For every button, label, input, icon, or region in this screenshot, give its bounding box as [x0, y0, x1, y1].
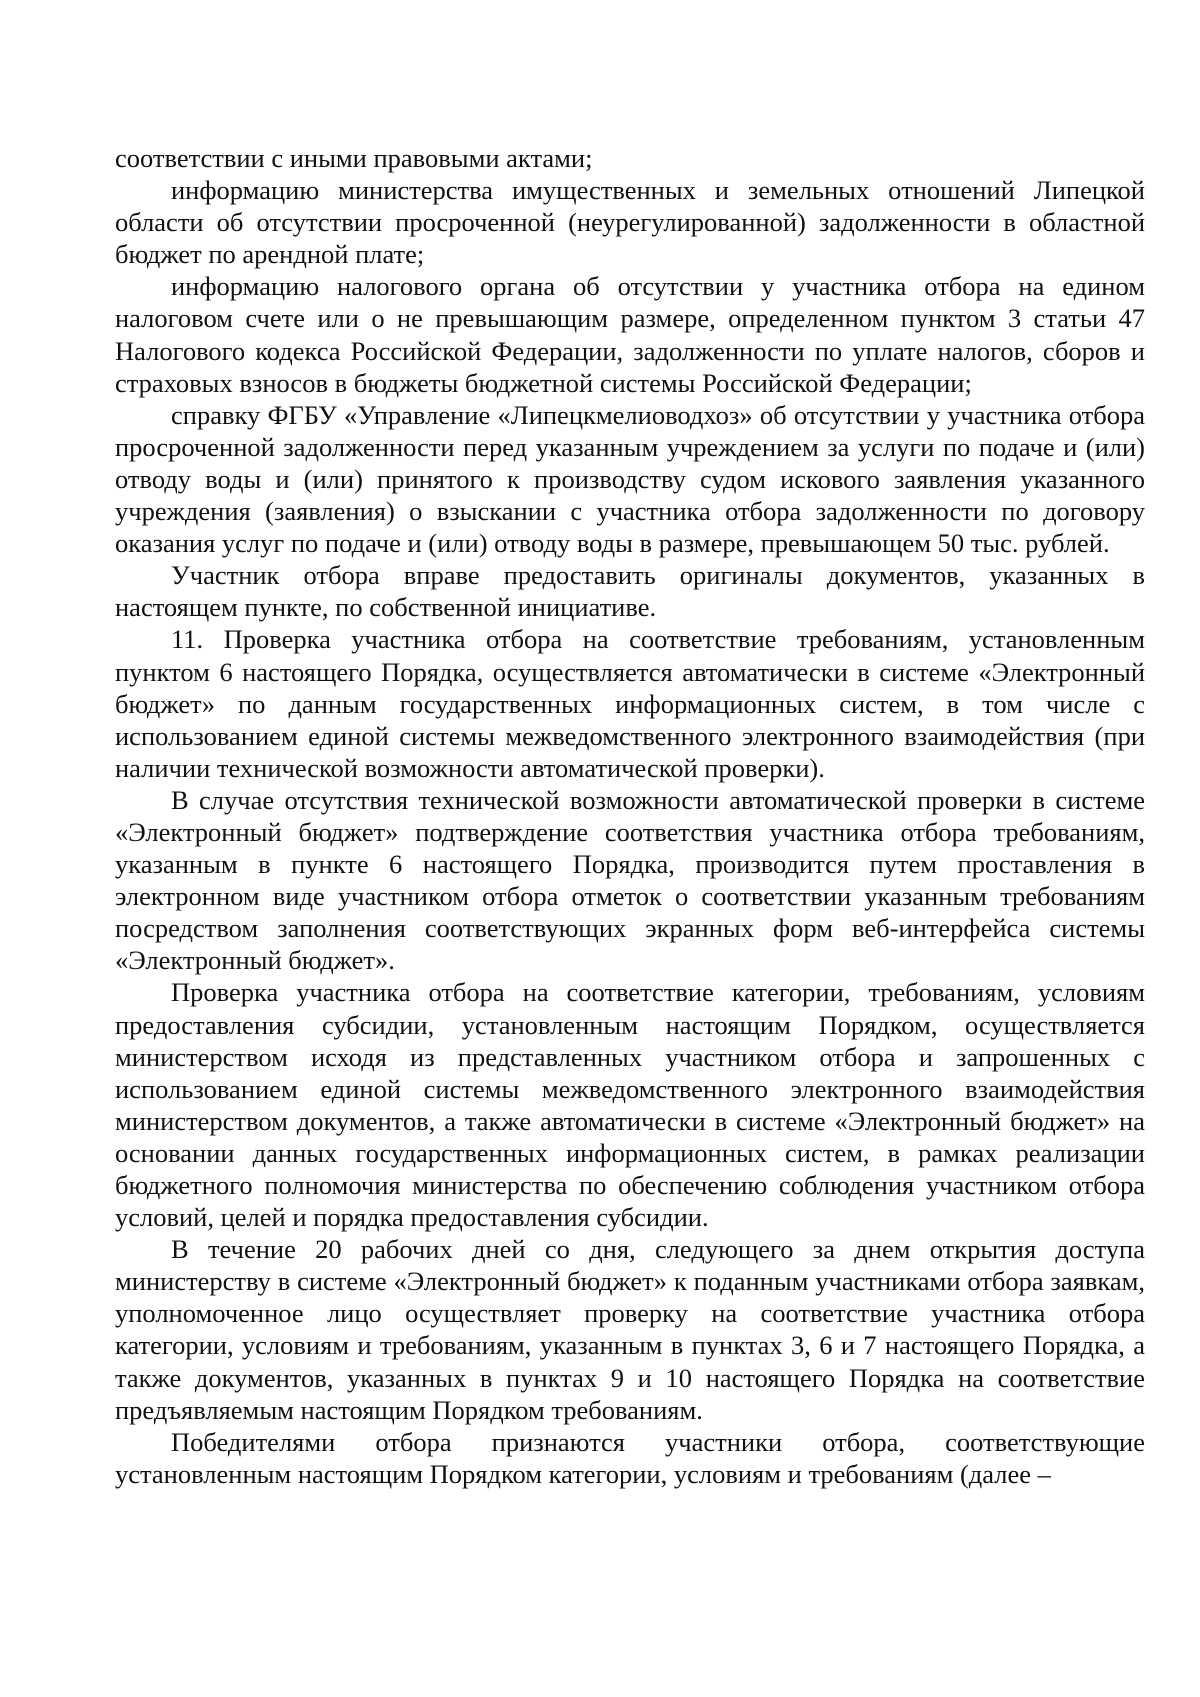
paragraph-property-ministry-info: информацию министерства имущественных и земельных отношений Липецкой области об отсутствии просроченной (неурегулированной) задолженности в областной бюджет по арендной плате; — [115, 175, 1145, 270]
document-body — [115, 142, 1145, 1490]
paragraph-original-documents: Участник отбора вправе предоставить оригиналы документов, указанных в настоящем пункте, по собственной инициативе. — [115, 560, 1145, 623]
paragraph-20-working-days: В течение 20 рабочих дней со дня, следующего за днем открытия доступа министерству в системе «Электронный бюджет» к поданным участниками отбора заявкам, уполномоченное лицо осуществляет проверку на соответствие участника отбора категории, условиям и требованиям, указанным в пунктах 3, 6 и 7 настоящего Порядка, а также документов, указанных в пунктах 9 и 10 настоящего Порядка на соответствие предъявляемым настоящим Порядком требованиям. — [115, 1234, 1145, 1425]
paragraph-tax-authority-info: информацию налогового органа об отсутствии у участника отбора на едином налоговом счете или о не превышающим размере, определенном пунктом 3 статьи 47 Налогового кодекса Российской Федерации, задолженности по уплате налогов, сборов и страховых взносов в бюджеты бюджетной системы Российской Федерации; — [115, 271, 1145, 398]
paragraph-fgbu-certificate: справку ФГБУ «Управление «Липецкмелиоводхоз» об отсутствии у участника отбора просроченной задолженности перед указанным учреждением за услуги по подаче и (или) отводу воды и (или) принятого к производству судом искового заявления указанного учреждения (заявления) о взыскании с участника отбора задолженности по договору оказания услуг по подаче и (или) отводу воды в размере, превышающем 50 тыс. рублей. — [115, 399, 1145, 559]
paragraph-winners: Победителями отбора признаются участники отбора, соответствующие установленным настоящим Порядком категории, условиям и требованиям (далее – — [115, 1426, 1145, 1489]
paragraph-ministry-verification: Проверка участника отбора на соответствие категории, требованиям, условиям предоставления субсидии, установленным настоящим Порядком, осуществляется министерством исходя из представленных участником отбора и запрошенных с использованием единой системы межведомственного электронного взаимодействия министерством документов, а также автоматически в системе «Электронный бюджет» на основании данных государственных информационных систем, в рамках реализации бюджетного полномочия министерства по обеспечению соблюдения участником отбора условий, целей и порядка предоставления субсидии. — [115, 977, 1145, 1233]
paragraph-no-technical-possibility: В случае отсутствия технической возможности автоматической проверки в системе «Электронный бюджет» подтверждение соответствия участника отбора требованиям, указанным в пункте 6 настоящего Порядка, производится путем проставления в электронном виде участником отбора отметок о соответствии указанным требованиям посредством заполнения соответствующих экранных форм веб-интерфейса системы «Электронный бюджет». — [115, 784, 1145, 976]
paragraph-continuation: соответствии с иными правовыми актами; — [115, 143, 593, 173]
paragraph-item-11: 11. Проверка участника отбора на соответствие требованиям, установленным пунктом 6 настоящего Порядка, осуществляется автоматически в системе «Электронный бюджет» по данным государственных информационных систем, в том числе с использованием единой системы межведомственного электронного взаимодействия (при наличии технической возможности автоматической проверки). — [115, 624, 1145, 783]
